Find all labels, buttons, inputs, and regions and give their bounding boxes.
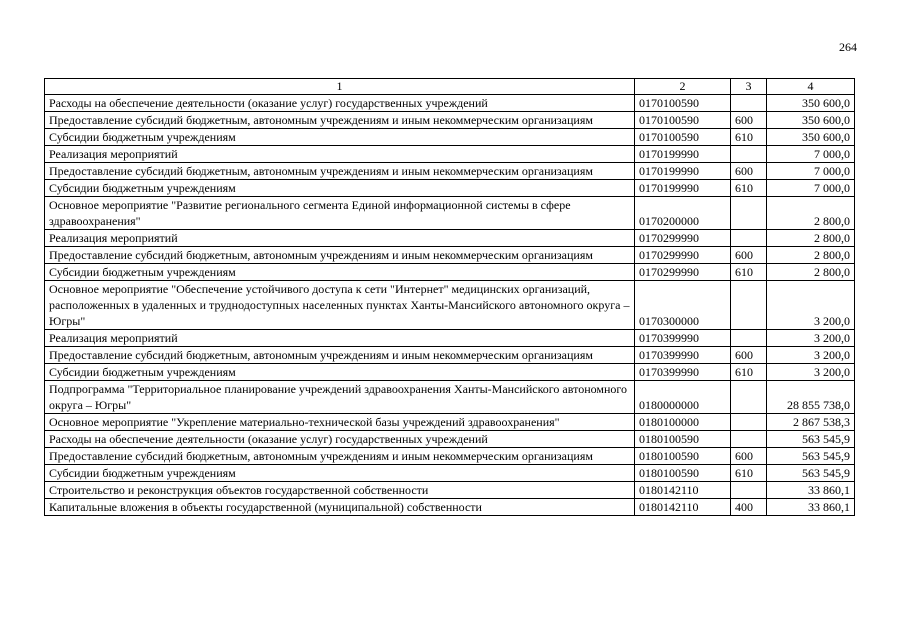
target-code-cell: 0180142110 — [635, 499, 731, 516]
table-row — [45, 448, 855, 465]
target-code-cell: 0170399990 — [635, 330, 731, 347]
expense-type-cell — [731, 330, 767, 347]
table-row — [45, 163, 855, 180]
expense-type-cell: 610 — [731, 465, 767, 482]
table-row — [45, 129, 855, 146]
target-code-cell: 0170299990 — [635, 247, 731, 264]
row-name-cell: Строительство и реконструкция объектов государственной собственности — [45, 482, 635, 499]
target-code-cell: 0170100590 — [635, 129, 731, 146]
target-code-cell: 0170199990 — [635, 180, 731, 197]
table-row — [45, 146, 855, 163]
amount-cell: 563 545,9 — [767, 448, 855, 465]
table-row — [45, 180, 855, 197]
row-name-cell: Предоставление субсидий бюджетным, автономным учреждениям и иным некоммерческим организациям — [45, 112, 635, 129]
expense-type-cell: 600 — [731, 347, 767, 364]
amount-cell: 28 855 738,0 — [767, 381, 855, 414]
table-row — [45, 381, 855, 414]
amount-cell: 33 860,1 — [767, 499, 855, 516]
amount-cell: 33 860,1 — [767, 482, 855, 499]
row-name-cell: Предоставление субсидий бюджетным, автономным учреждениям и иным некоммерческим организациям — [45, 347, 635, 364]
expense-type-cell: 610 — [731, 364, 767, 381]
amount-cell: 7 000,0 — [767, 146, 855, 163]
row-name-cell: Расходы на обеспечение деятельности (оказание услуг) государственных учреждений — [45, 431, 635, 448]
row-name-cell: Субсидии бюджетным учреждениям — [45, 180, 635, 197]
amount-cell: 7 000,0 — [767, 163, 855, 180]
table-header — [45, 79, 855, 95]
expense-type-cell: 610 — [731, 264, 767, 281]
row-name-cell: Предоставление субсидий бюджетным, автономным учреждениям и иным некоммерческим организациям — [45, 163, 635, 180]
target-code-cell: 0170399990 — [635, 347, 731, 364]
target-code-cell: 0180142110 — [635, 482, 731, 499]
expense-type-cell — [731, 197, 767, 230]
target-code-cell: 0170299990 — [635, 264, 731, 281]
row-name-cell: Субсидии бюджетным учреждениям — [45, 465, 635, 482]
table-row — [45, 281, 855, 330]
column-header-1: 1 — [45, 79, 635, 95]
table-row — [45, 247, 855, 264]
target-code-cell: 0180100590 — [635, 431, 731, 448]
target-code-cell: 0180000000 — [635, 381, 731, 414]
target-code-cell: 0170300000 — [635, 281, 731, 330]
column-header-3: 3 — [731, 79, 767, 95]
table-row — [45, 95, 855, 112]
row-name-cell: Субсидии бюджетным учреждениям — [45, 129, 635, 146]
table-row — [45, 482, 855, 499]
amount-cell: 3 200,0 — [767, 281, 855, 330]
expense-type-cell: 610 — [731, 180, 767, 197]
table-row — [45, 347, 855, 364]
amount-cell: 563 545,9 — [767, 465, 855, 482]
target-code-cell: 0180100000 — [635, 414, 731, 431]
row-name-cell: Расходы на обеспечение деятельности (оказание услуг) государственных учреждений — [45, 95, 635, 112]
table-row — [45, 499, 855, 516]
target-code-cell: 0180100590 — [635, 448, 731, 465]
expense-type-cell — [731, 482, 767, 499]
table-row — [45, 197, 855, 230]
amount-cell: 7 000,0 — [767, 180, 855, 197]
amount-cell: 3 200,0 — [767, 347, 855, 364]
target-code-cell: 0170200000 — [635, 197, 731, 230]
page-number: 264 — [839, 40, 857, 54]
target-code-cell: 0170199990 — [635, 146, 731, 163]
row-name-cell: Реализация мероприятий — [45, 330, 635, 347]
budget-table — [44, 78, 855, 516]
amount-cell: 2 800,0 — [767, 247, 855, 264]
row-name-cell: Подпрограмма "Территориальное планирование учреждений здравоохранения Ханты-Мансийского автономного округа – Югры" — [45, 381, 635, 414]
expense-type-cell — [731, 146, 767, 163]
row-name-cell: Основное мероприятие "Развитие регионального сегмента Единой информационной системы в сфере здравоохранения" — [45, 197, 635, 230]
expense-type-cell: 610 — [731, 129, 767, 146]
table-row — [45, 230, 855, 247]
row-name-cell: Основное мероприятие "Обеспечение устойчивого доступа к сети "Интернет" медицинских организаций, расположенных в удаленных и труднодоступных населенных пунктах Ханты-Мансийского автономного округа – Югры" — [45, 281, 635, 330]
table-row — [45, 264, 855, 281]
expense-type-cell — [731, 431, 767, 448]
column-header-4: 4 — [767, 79, 855, 95]
target-code-cell: 0170100590 — [635, 95, 731, 112]
amount-cell: 3 200,0 — [767, 364, 855, 381]
expense-type-cell: 600 — [731, 163, 767, 180]
target-code-cell: 0170299990 — [635, 230, 731, 247]
expense-type-cell: 400 — [731, 499, 767, 516]
expense-type-cell — [731, 281, 767, 330]
target-code-cell: 0170199990 — [635, 163, 731, 180]
row-name-cell: Основное мероприятие "Укрепление материально-технической базы учреждений здравоохранения" — [45, 414, 635, 431]
table-row — [45, 414, 855, 431]
target-code-cell: 0170399990 — [635, 364, 731, 381]
expense-type-cell — [731, 381, 767, 414]
table-body — [45, 95, 855, 516]
target-code-cell: 0170100590 — [635, 112, 731, 129]
row-name-cell: Предоставление субсидий бюджетным, автономным учреждениям и иным некоммерческим организациям — [45, 247, 635, 264]
row-name-cell: Субсидии бюджетным учреждениям — [45, 264, 635, 281]
row-name-cell: Субсидии бюджетным учреждениям — [45, 364, 635, 381]
expense-type-cell — [731, 95, 767, 112]
amount-cell: 350 600,0 — [767, 95, 855, 112]
expense-type-cell: 600 — [731, 112, 767, 129]
table-row — [45, 431, 855, 448]
table-row — [45, 364, 855, 381]
expense-type-cell — [731, 414, 767, 431]
amount-cell: 2 800,0 — [767, 230, 855, 247]
amount-cell: 3 200,0 — [767, 330, 855, 347]
amount-cell: 350 600,0 — [767, 112, 855, 129]
amount-cell: 2 800,0 — [767, 264, 855, 281]
table-row — [45, 330, 855, 347]
column-header-2: 2 — [635, 79, 731, 95]
target-code-cell: 0180100590 — [635, 465, 731, 482]
row-name-cell: Реализация мероприятий — [45, 146, 635, 163]
row-name-cell: Капитальные вложения в объекты государственной (муниципальной) собственности — [45, 499, 635, 516]
amount-cell: 350 600,0 — [767, 129, 855, 146]
amount-cell: 2 867 538,3 — [767, 414, 855, 431]
table-row — [45, 465, 855, 482]
expense-type-cell — [731, 230, 767, 247]
row-name-cell: Реализация мероприятий — [45, 230, 635, 247]
amount-cell: 563 545,9 — [767, 431, 855, 448]
amount-cell: 2 800,0 — [767, 197, 855, 230]
table-row — [45, 112, 855, 129]
expense-type-cell: 600 — [731, 448, 767, 465]
expense-type-cell: 600 — [731, 247, 767, 264]
row-name-cell: Предоставление субсидий бюджетным, автономным учреждениям и иным некоммерческим организациям — [45, 448, 635, 465]
